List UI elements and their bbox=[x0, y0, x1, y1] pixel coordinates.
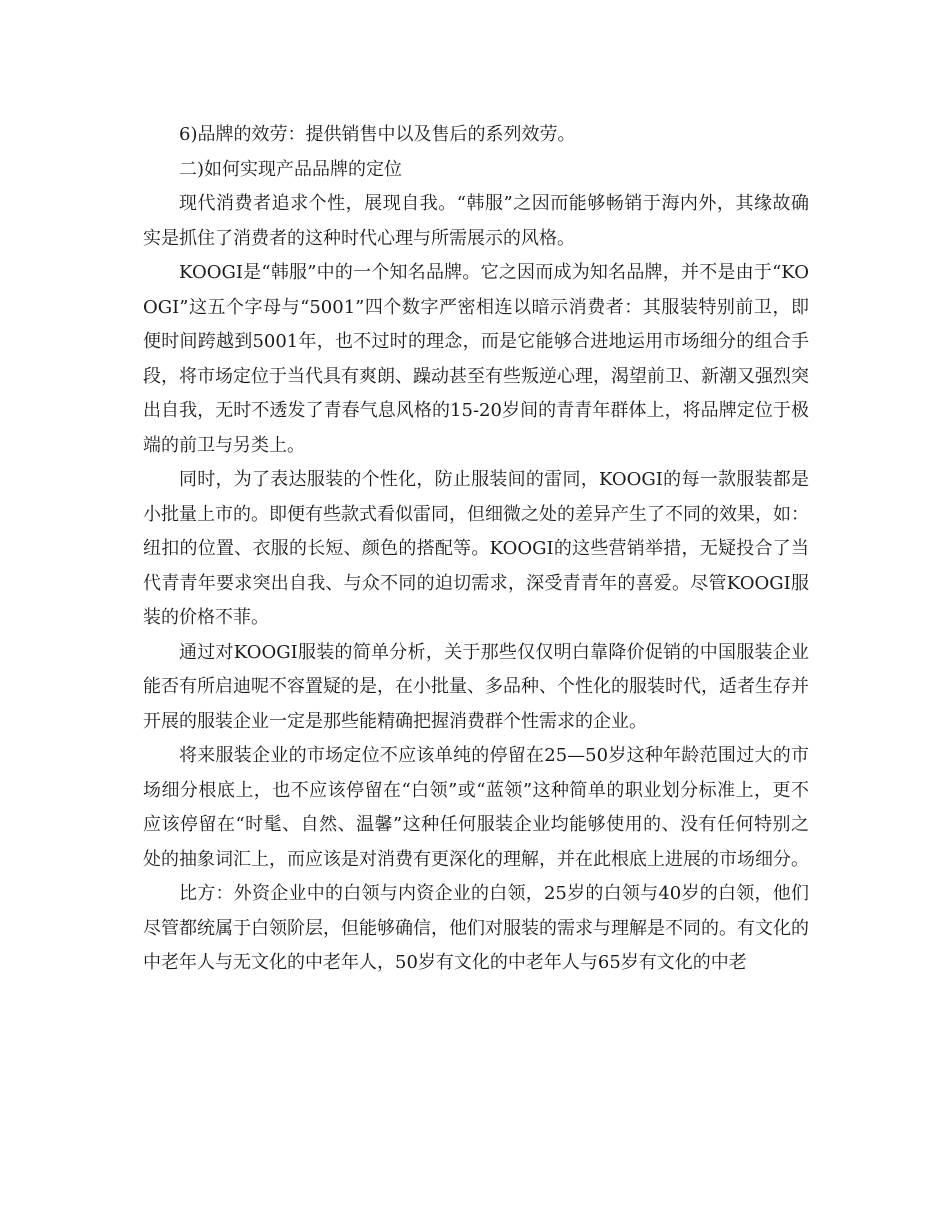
paragraph-brand-service: 6)品牌的效劳：提供销售中以及售后的系列效劳。 bbox=[179, 124, 576, 145]
paragraph-koogi-analysis: 通过对KOOGI服装的简单分析，关于那些仅仅明白靠降价促销的中国服装企业能否有所启迪呢不容置疑的是，在小批量、多品种、个性化的服装时代，适者生存并开展的服装企业一定是那些能精确把握消费群个性需求的企业。 bbox=[143, 641, 809, 732]
paragraph-koogi-individuality: 同时，为了表达服装的个性化，防止服装间的雷同，KOOGI的每一款服装都是小批量上市的。即便有些款式看似雷同，但细微之处的差异产生了不同的效果，如：纽扣的位置、衣服的长短、颜色的搭配等。KOOGI的这些营销举措，无疑投合了当代青青年要求突出自我、与众不同的迫切需求，深受青青年的喜爱。尽管KOOGI服装的价格不菲。 bbox=[143, 469, 809, 628]
paragraph-white-collar-example: 比方：外资企业中的白领与内资企业的白领，25岁的白领与40岁的白领，他们尽管都统属于白领阶层，但能够确信，他们对服装的需求与理解是不同的。有文化的中老年人与无文化的中老年人，50岁有文化的中老年人与65岁有文化的中老 bbox=[143, 883, 809, 973]
paragraph-market-positioning: 将来服装企业的市场定位不应该单纯的停留在25—50岁这种年龄范围过大的市场细分根底上，也不应该停留在“白领”或“蓝领”这种简单的职业划分标准上，更不应该停留在“时髦、自然、温馨”这种任何服装企业均能够使用的、没有任何特别之处的抽象词汇上，而应该是对消费有更深化的理解，并在此根底上进展的市场细分。 bbox=[143, 745, 809, 870]
body-text bbox=[143, 118, 809, 981]
section-heading-brand-positioning: 二)如何实现产品品牌的定位 bbox=[179, 158, 403, 180]
paragraph-modern-consumers: 现代消费者追求个性，展现自我。“韩服”之因而能够畅销于海内外，其缘故确实是抓住了消费者的这种时代心理与所需展示的风格。 bbox=[143, 193, 809, 249]
paragraph-koogi-brand: KOOGI是“韩服”中的一个知名品牌。它之因而成为知名品牌，并不是由于“KOOGI”这五个字母与“5001”四个数字严密相连以暗示消费者：其服装特别前卫，即便时间跨越到5001年，也不过时的理念，而是它能够合进地运用市场细分的组合手段，将市场定位于当代具有爽朗、躁动甚至有些叛逆心理，渴望前卫、新潮又强烈突出自我，无时不透发了青春气息风格的15-20岁间的青青年群体上，将品牌定位于极端的前卫与另类上。 bbox=[143, 262, 809, 456]
